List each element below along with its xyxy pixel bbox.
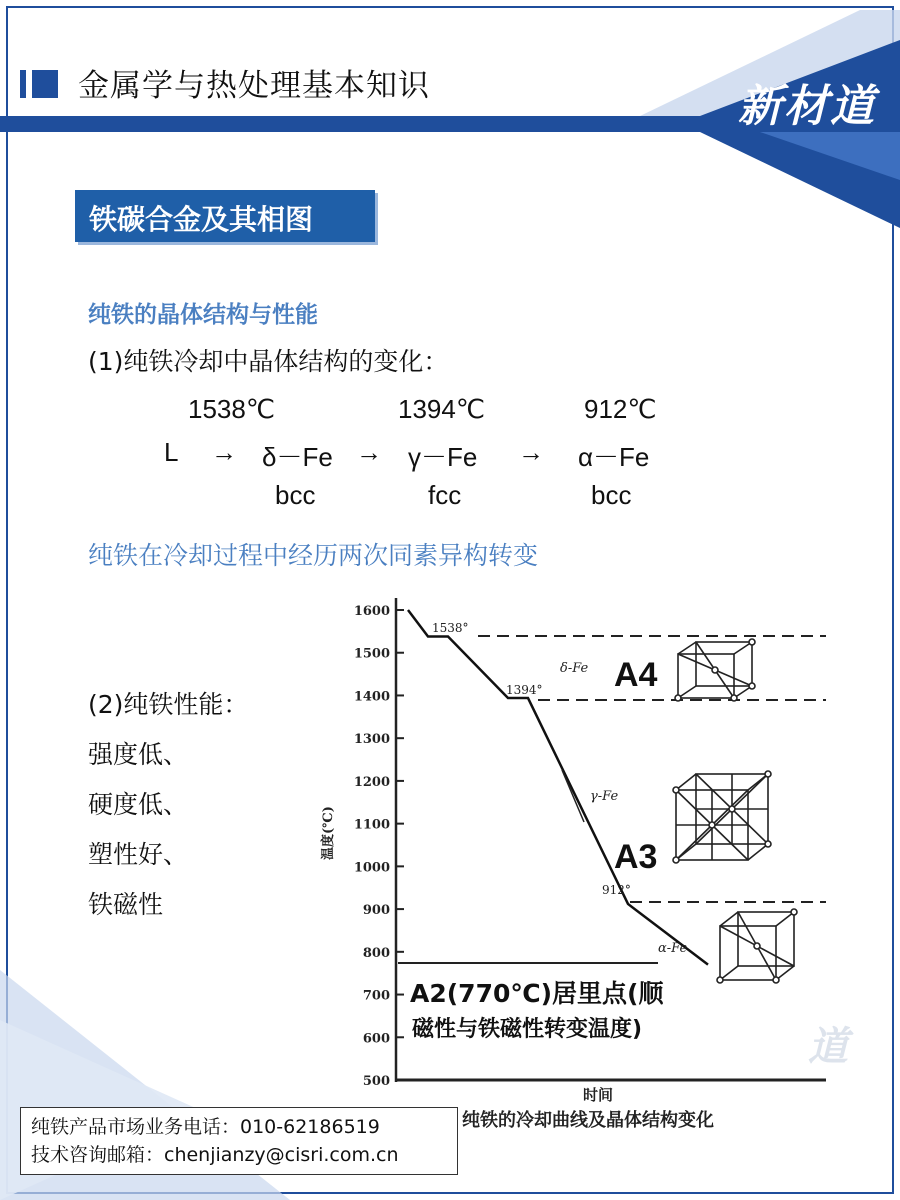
y-tick-label: 1500 [353, 646, 390, 662]
contact-phone: 纯铁产品市场业务电话：010-62186519 [31, 1116, 380, 1138]
property-item: 铁磁性 [88, 890, 164, 919]
arrow-2: → [356, 437, 382, 467]
plateau-label-1538: 1538° [432, 621, 469, 635]
y-tick-label: 1600 [353, 604, 390, 619]
curie-label-line2: 磁性与铁磁性转变温度) [412, 1017, 643, 1042]
gamma-tick [562, 770, 584, 822]
plateau-label-912: 912° [602, 883, 631, 897]
phase-delta-fe: δ－Fe [262, 442, 333, 472]
phase-label-alpha: α-Fe [658, 941, 688, 956]
property-item: 强度低、 [88, 740, 189, 769]
phase-liquid: L [164, 437, 179, 467]
property-item: 硬度低、 [88, 790, 189, 819]
x-axis-label: 时间 [583, 1086, 614, 1104]
y-tick-label: 1400 [353, 689, 390, 705]
point-label-a4: A4 [614, 656, 658, 694]
bcc-cube-icon [675, 639, 755, 701]
temp-1538: 1538℃ [188, 394, 276, 424]
arrow-3: → [518, 437, 544, 467]
y-tick-label: 800 [362, 945, 390, 961]
y-tick-label: 700 [362, 988, 390, 1004]
properties-list [88, 680, 248, 930]
cooling-curve [408, 610, 708, 965]
y-tick-label: 600 [362, 1031, 390, 1047]
arrow-1: → [211, 437, 237, 467]
point-label-a3: A3 [614, 838, 658, 876]
y-tick-label: 1100 [353, 817, 390, 833]
contact-box [20, 1107, 458, 1175]
bcc-cube-alpha-icon [717, 909, 797, 983]
cooling-curve-chart [318, 590, 848, 1140]
structure-bcc-2: bcc [591, 480, 632, 510]
y-tick-label: 500 [362, 1074, 390, 1089]
contact-email: 技术咨询邮箱：chenjianzy@cisri.com.cn [31, 1144, 399, 1166]
y-tick-label: 1000 [353, 860, 390, 876]
y-axis-label: 温度(℃) [321, 806, 336, 860]
properties-heading: (2)纯铁性能： [88, 690, 249, 719]
structure-change-heading: (1)纯铁冷却中晶体结构的变化： [88, 347, 449, 376]
phase-label-delta: δ-Fe [560, 661, 589, 676]
plateau-label-1394: 1394° [506, 683, 543, 697]
curie-label-line1: A2(770℃)居里点(顺 [410, 979, 664, 1008]
section-tag: 铁碳合金及其相图 [75, 190, 375, 242]
y-tick-label: 1200 [353, 774, 390, 790]
property-item: 塑性好、 [88, 840, 189, 869]
temp-1394: 1394℃ [398, 394, 486, 424]
subtitle: 纯铁的晶体结构与性能 [88, 302, 318, 328]
phase-alpha-fe: α－Fe [578, 442, 650, 472]
structure-bcc-1: bcc [275, 480, 316, 510]
watermark: 道 [808, 1024, 848, 1070]
header-title: 金属学与热处理基本知识 [78, 68, 430, 104]
structure-fcc: fcc [428, 480, 462, 510]
fcc-cube-icon [673, 771, 771, 863]
y-tick-label: 1300 [353, 732, 390, 748]
phase-gamma-fe: γ－Fe [408, 442, 478, 472]
chart-caption: 纯铁的冷却曲线及晶体结构变化 [462, 1110, 714, 1131]
allotropic-note: 纯铁在冷却过程中经历两次同素异构转变 [88, 541, 539, 570]
brand-logo: 新材道 [738, 81, 876, 132]
transformation-scheme [0, 388, 900, 518]
y-tick-label: 900 [362, 903, 390, 919]
phase-label-gamma: γ-Fe [590, 789, 619, 804]
temp-912: 912℃ [584, 394, 657, 424]
